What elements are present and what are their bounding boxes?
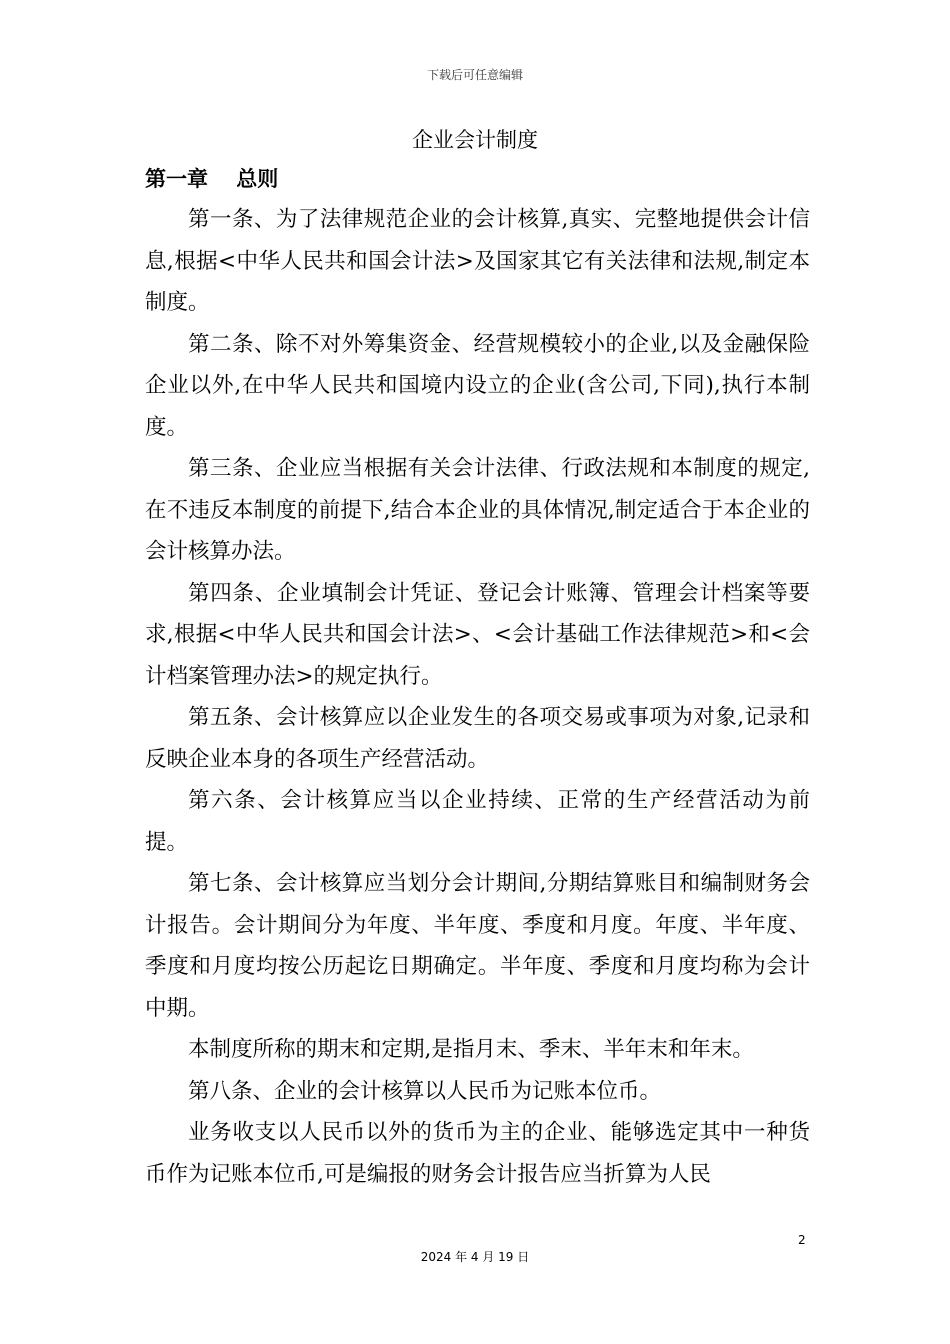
document-title: 企业会计制度: [412, 128, 538, 152]
chapter-heading: 第一章 总则: [145, 167, 279, 191]
article-5-paragraph: 第五条、会计核算应以企业发生的各项交易或事项为对象,记录和反映企业本身的各项生产经营活动。: [145, 705, 810, 772]
header-note: 下载后可任意编辑: [426, 68, 523, 82]
article-1-paragraph: 第一条、为了法律规范企业的会计核算,真实、完整地提供会计信息,根据<中华人民共和国会计法>及国家其它有关法律和法规,制定本制度。: [145, 207, 810, 315]
footer-date: 2024 年 4 月 19 日: [420, 1250, 530, 1264]
document-body: [145, 199, 810, 1195]
article-4-paragraph: 第四条、企业填制会计凭证、登记会计账簿、管理会计档案等要求,根据<中华人民共和国会计法>、<会计基础工作法律规范>和<会计档案管理办法>的规定执行。: [145, 580, 810, 689]
article-8-paragraph: 第八条、企业的会计核算以人民币为记账本位币。: [188, 1078, 662, 1104]
page-number: 2: [798, 1233, 806, 1247]
article-7-paragraph: 第七条、会计核算应当划分会计期间,分期结算账目和编制财务会计报告。会计期间分为年度、半年度、季度和月度。年度、半年度、季度和月度均按公历起讫日期确定。半年度、季度和月度均称为会计中期。: [145, 871, 810, 1021]
currency-paragraph: 业务收支以人民币以外的货币为主的企业、能够选定其中一种货币作为记账本位币,可是编报的财务会计报告应当折算为人民: [145, 1120, 810, 1187]
article-6-paragraph: 第六条、会计核算应当以企业持续、正常的生产经营活动为前提。: [145, 788, 810, 855]
period-definition-paragraph: 本制度所称的期末和定期,是指月末、季末、半年末和年末。: [188, 1037, 754, 1062]
article-2-paragraph: 第二条、除不对外筹集资金、经营规模较小的企业,以及金融保险企业以外,在中华人民共和国境内设立的企业(含公司,下同),执行本制度。: [145, 331, 810, 440]
article-3-paragraph: 第三条、企业应当根据有关会计法律、行政法规和本制度的规定,在不违反本制度的前提下,结合本企业的具体情况,制定适合于本企业的会计核算办法。: [145, 456, 810, 564]
